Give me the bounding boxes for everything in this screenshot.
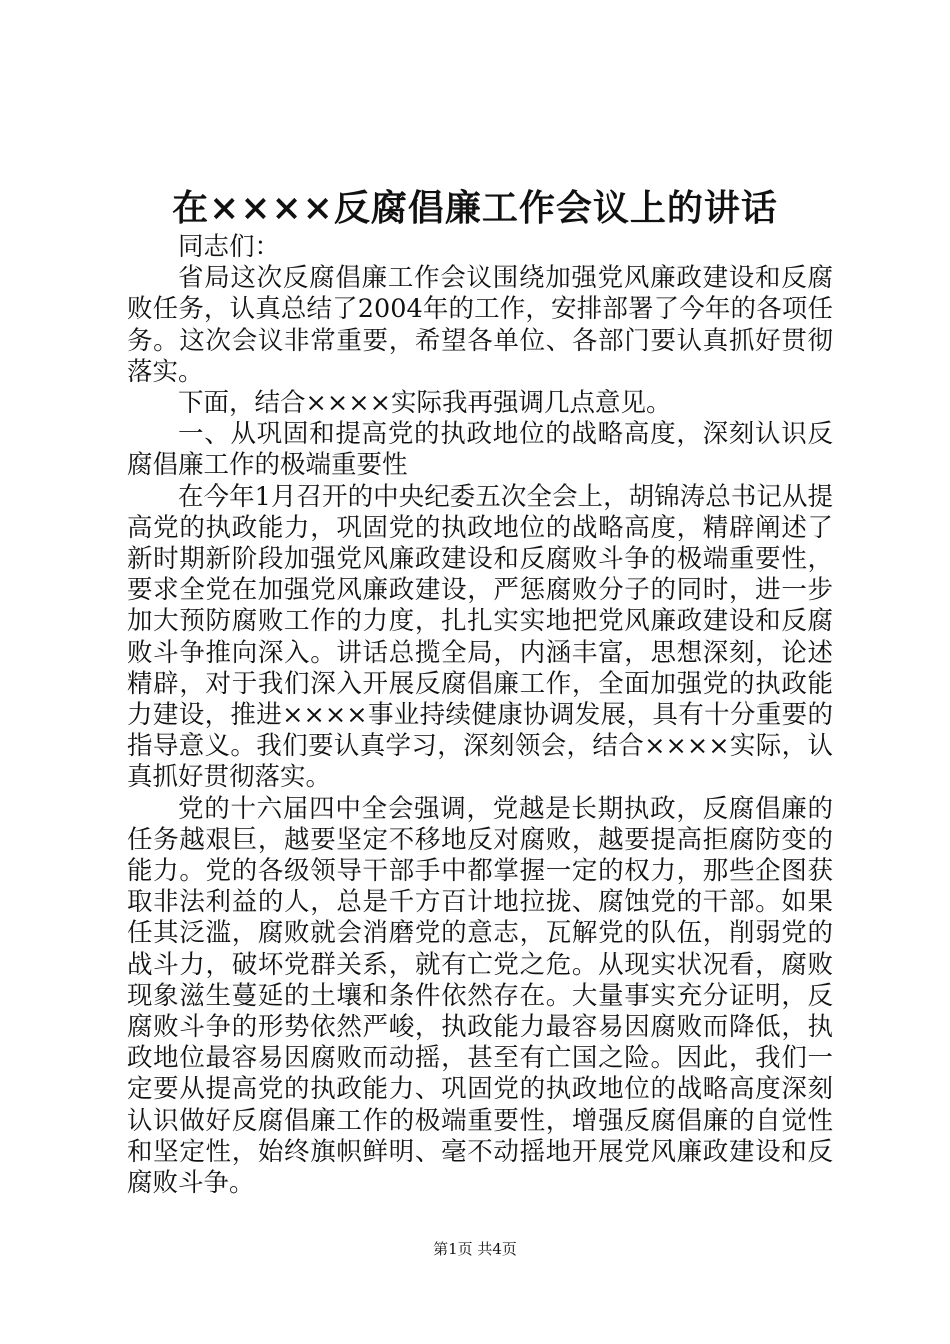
document-body — [127, 232, 833, 1199]
body-paragraph: 下面，结合××××实际我再强调几点意见。 — [178, 388, 672, 419]
document-title: 在××××反腐倡廉工作会议上的讲话 — [172, 187, 778, 229]
salutation-paragraph: 同志们： — [178, 232, 281, 262]
body-paragraph: 党的十六届四中全会强调，党越是长期执政，反腐倡廉的任务越艰巨，越要坚定不移地反对腐败，越要提高拒腐防变的能力。党的各级领导干部手中都掌握一定的权力，那些企图获取非法利益的人，总是千方百计地拉拢、腐蚀党的干部。如果任其泛滥，腐败就会消磨党的意志，瓦解党的队伍，削弱党的战斗力，破坏党群关系，就有亡党之危。从现实状况看，腐败现象滋生蔓延的土壤和条件依然存在。大量事实充分证明，反腐败斗争的形势依然严峻，执政能力最容易因腐败而降低，执政地位最容易因腐败而动摇，甚至有亡国之险。因此，我们一定要从提高党的执政能力、巩固党的执政地位的战略高度深刻认识做好反腐倡廉工作的极端重要性，增强反腐倡廉的自觉性和坚定性，始终旗帜鲜明、毫不动摇地开展党风廉政建设和反腐败斗争。 — [127, 793, 833, 1199]
page-footer: 第1页 共4页 — [433, 1240, 517, 1258]
body-paragraph: 在今年1月召开的中央纪委五次全会上，胡锦涛总书记从提高党的执政能力，巩固党的执政地位的战略高度，精辟阐述了新时期新阶段加强党风廉政建设和反腐败斗争的极端重要性，要求全党在加强党风廉政建设，严惩腐败分子的同时，进一步加大预防腐败工作的力度，扎扎实实地把党风廉政建设和反腐败斗争推向深入。讲话总揽全局，内涵丰富，思想深刻，论述精辟，对于我们深入开展反腐倡廉工作，全面加强党的执政能力建设，推进××××事业持续健康协调发展，具有十分重要的指导意义。我们要认真学习，深刻领会，结合××××实际，认真抓好贯彻落实。 — [127, 481, 833, 793]
section-heading: 一、从巩固和提高党的执政地位的战略高度，深刻认识反腐倡廉工作的极端重要性 — [127, 419, 833, 481]
body-paragraph: 省局这次反腐倡廉工作会议围绕加强党风廉政建设和反腐败任务，认真总结了2004年的工作，安排部署了今年的各项任务。这次会议非常重要，希望各单位、各部门要认真抓好贯彻落实。 — [127, 263, 833, 387]
